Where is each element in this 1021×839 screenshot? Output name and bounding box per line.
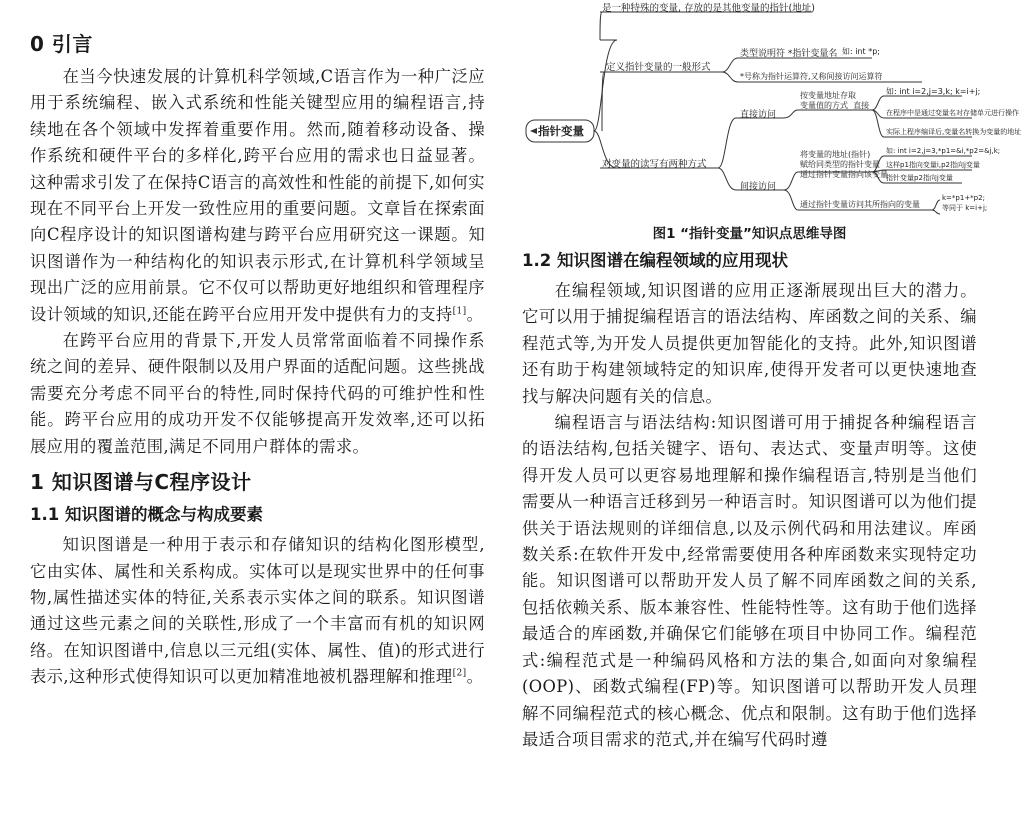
section-1-2-paragraph-2: 编程语言与语法结构:知识图谱可用于捕捉各种编程语言的语法结构,包括关键字、语句、表达式、变量声明等。这使得开发人员可以更容易地理解和操作编程语言,特别是当他们需要从一种语言迁移到另一种语言时。知识图谱可以为他们提供关于语法规则的详细信息,以及示例代码和用法建议。库函数关系:在软件开发中,经常需要使用各种库函数来实现特定功能。知识图谱可以帮助开发人员了解不同库函数之间的关系,包括依赖关系、版本兼容性、性能特性等。这有助于他们选择最适合的库函数,并确保它们能够在项目中协同工作。编程范式:编程范式是一种编码风格和方法的集合,如面向对象编程(OOP)、函数式编程(FP)等。知识图谱可以帮助开发人员理解不同编程范式的核心概念、优点和限制。这有助于他们选择最适合项目需求的范式,并在编写代码时遵 bbox=[522, 413, 977, 749]
intro-paragraph-1-end: 。 bbox=[466, 304, 484, 324]
section-1-2-heading: 1.2 知识图谱在编程领域的应用现状 bbox=[522, 251, 788, 270]
mind-map-node-indirect-note-2: 指针变量p2指向j变量 bbox=[886, 174, 953, 182]
section-1-1-paragraph-text: 知识图谱是一种用于表示和存储知识的结构化图形模型,它由实体、属性和关系构成。实体可以是现实世界中的任何事物,属性描述实体的特征,关系表示实体之间的联系。知识图谱通过这些元素之间的关联性,形成了一个丰富而有机的知识网络。在知识图谱中,信息以三元组(实体、属性、值)的形式进行表示,这种形式使得知识可以更加精准地被机器理解和推理 bbox=[30, 535, 485, 687]
mind-map-node-direct-access: 直接访问 bbox=[740, 110, 777, 120]
mind-map-node-indirect-note-1: 这样p1指向变量i,p2指向j变量 bbox=[886, 161, 980, 169]
section-1-heading: 1 知识图谱与C程序设计 bbox=[30, 470, 252, 495]
right-column bbox=[522, 0, 1021, 753]
mind-map-node-indirect-example: 如: int i=2,j=3,*p1=&i,*p2=&j,k; bbox=[886, 147, 1001, 155]
mind-map-node-type-example: 如: int *p; bbox=[842, 47, 880, 56]
citation-2[interactable]: [2] bbox=[452, 668, 467, 679]
section-1-2-paragraph-1: 在编程领域,知识图谱的应用正逐渐展现出巨大的潜力。它可以用于捕捉编程语言的语法结构、库函数之间的关系、编程范式等,为开发人员提供更加智能化的支持。此外,知识图谱还有助于构建领域特定的知识库,使得开发者可以更快速地查找与解决问题有关的信息。 bbox=[522, 281, 977, 406]
mind-map-node-read-write: 对变量的读写有两种方式 bbox=[602, 159, 707, 170]
mind-map-node-direct-desc: 按变量地址存取 变量值的方式 直接 bbox=[800, 91, 870, 110]
section-1-1-paragraph-end: 。 bbox=[466, 667, 484, 687]
mind-map-node-indirect-desc: 将变量的地址(指针) 赋给同类型的指针变量 通过指针变量指向该变量 bbox=[800, 150, 888, 179]
figure-caption: 图1 “指针变量”知识点思维导图 bbox=[652, 226, 847, 242]
mind-map-node-star-operator: *号称为指针运算符,又称间接访问运算符 bbox=[740, 72, 883, 81]
citation-1[interactable]: [1] bbox=[452, 306, 467, 317]
mind-map-node-pointer-example: k=*p1+*p2; 等同于 k=i+j; bbox=[942, 194, 988, 212]
mind-map-node-direct-note-2: 实际上程序编译后,变量名转换为变量的地址 bbox=[886, 128, 1021, 136]
mind-map-root: 指针变量 bbox=[538, 124, 584, 138]
mind-map-node-direct-example: 如: int i=2,j=3,k; k=i+j; bbox=[886, 87, 981, 96]
intro-paragraph-1 bbox=[30, 64, 485, 328]
mind-map-figure bbox=[522, 0, 1021, 218]
section-1-1-heading: 1.1 知识图谱的概念与构成要素 bbox=[30, 505, 263, 525]
mind-map-node-pointer-access: 通过指针变量访问其所指向的变量 bbox=[800, 200, 920, 209]
intro-paragraph-1-text: 在当今快速发展的计算机科学领域,C语言作为一种广泛应用于系统编程、嵌入式系统和性能关键型应用的编程语言,持续地在各个领域中发挥着重要作用。然而,随着移动设备、操作系统和硬件平台的多样化,跨平台应用的需求也日益显著。这种需求引发了在保持C语言的高效性和性能的前提下,如何实现在不同平台上开发一致性应用的重要问题。文章旨在探索面向C程序设计的知识图谱构建与跨平台应用研究这一课题。知识图谱作为一种结构化的知识表示形式,在计算机科学领域呈现出广泛的应用前景。它不仅可以帮助更好地组织和管理程序设计领域的知识,还能在跨平台应用开发中提供有力的支持 bbox=[30, 67, 485, 324]
mind-map-node-definition-top: 是一种特殊的变量, 存放的是其他变量的指针(地址) bbox=[602, 3, 815, 14]
intro-paragraph-2: 在跨平台应用的背景下,开发人员常常面临着不同操作系统之间的差异、硬件限制以及用户界面的适配问题。这些挑战需要充分考虑不同平台的特性,同时保持代码的可维护性和性能。跨平台应用的成功开发不仅能够提高开发效率,还可以拓展应用的覆盖范围,满足不同用户群体的需求。 bbox=[30, 331, 485, 456]
mind-map-node-type-specifier: 类型说明符 *指针变量名 bbox=[740, 49, 838, 59]
mind-map-node-indirect-access: 间接访问 bbox=[740, 182, 777, 192]
mind-map-node-direct-note-1: 在程序中是通过变量名对存储单元进行操作 bbox=[886, 109, 1019, 117]
intro-heading: 0 引言 bbox=[30, 32, 93, 56]
section-1-1-paragraph bbox=[30, 532, 485, 690]
mind-map-node-define-form: 定义指针变量的一般形式 bbox=[606, 62, 711, 73]
left-column bbox=[30, 22, 485, 691]
